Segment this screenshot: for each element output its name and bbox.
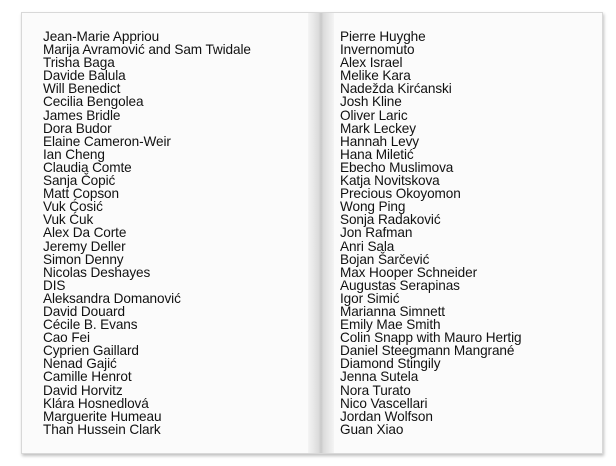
artist-name: Hana Miletić (340, 146, 414, 162)
artist-name: Vuk Ćosić (43, 199, 103, 215)
left-page (43, 30, 251, 436)
artist-name: Cao Fei (43, 330, 90, 346)
artist-name: Augustas Serapinas (340, 277, 460, 293)
artist-name: Cécile B. Evans (43, 317, 138, 333)
artist-name: Wong Ping (340, 199, 406, 215)
artist-name: Cyprien Gaillard (43, 343, 139, 359)
artist-name: Emily Mae Smith (340, 317, 441, 333)
artist-name: Nenad Gajić (43, 356, 117, 372)
artist-name: Simon Denny (43, 251, 124, 267)
artist-name: Vuk Ćuk (43, 212, 94, 228)
book-gutter (308, 13, 334, 453)
artist-name: Jon Rafman (340, 225, 413, 241)
artist-name: Davide Balula (43, 68, 126, 84)
artist-name: Precious Okoyomon (340, 186, 461, 202)
artist-name: Elaine Cameron-Weir (43, 133, 171, 149)
artist-name: Igor Simić (340, 290, 400, 306)
artist-name: Mark Leckey (340, 120, 416, 136)
artist-name: David Horvitz (43, 382, 123, 398)
artist-name: Nicolas Deshayes (43, 264, 151, 280)
artist-name: Jean-Marie Appriou (43, 29, 160, 44)
artist-name: Melike Kara (340, 68, 411, 84)
artist-name: Jeremy Deller (43, 238, 126, 254)
artist-name: Will Benedict (43, 81, 121, 97)
artist-name: Pierre Huyghe (340, 29, 426, 44)
artist-name: Katja Novitskova (340, 173, 440, 189)
open-book (21, 12, 603, 454)
artist-name: Colin Snapp with Mauro Hertig (340, 330, 522, 346)
artist-name: Jordan Wolfson (340, 408, 433, 424)
artist-name: James Bridle (43, 107, 121, 123)
artist-list-left (43, 30, 251, 436)
artist-name: Cecilia Bengolea (43, 94, 144, 110)
artist-name: Invernomuto (340, 42, 415, 58)
artist-list-right (340, 30, 521, 436)
artist-name: Than Hussein Clark (43, 421, 161, 437)
artist-name: Marguerite Humeau (43, 408, 162, 424)
artist-name: Daniel Steegmann Mangrané (340, 343, 515, 359)
artist-name: Oliver Laric (340, 107, 408, 123)
artist-name: Aleksandra Domanović (43, 290, 181, 306)
artist-name: Claudia Comte (43, 159, 132, 175)
artist-name: Josh Kline (340, 94, 402, 110)
artist-name: Marianna Simnett (340, 303, 445, 319)
artist-name: Matt Copson (43, 186, 119, 202)
artist-name: Jenna Sutela (340, 369, 419, 385)
artist-name: Marija Avramović and Sam Twidale (43, 42, 251, 58)
artist-name: Max Hooper Schneider (340, 264, 478, 280)
artist-name: Bojan Šarčević (340, 251, 430, 267)
artist-name: Hannah Levy (340, 133, 420, 149)
right-page (340, 30, 521, 436)
artist-name: Anri Sala (340, 238, 395, 254)
artist-name: Nico Vascellari (340, 395, 428, 411)
artist-name: Nora Turato (340, 382, 411, 398)
artist-name: Camille Henrot (43, 369, 132, 385)
artist-name: Ebecho Muslimova (340, 159, 454, 175)
artist-name: David Douard (43, 303, 125, 319)
artist-name: Ian Cheng (43, 146, 105, 162)
artist-name: Klára Hosnedlová (43, 395, 149, 411)
artist-name: Nadežda Kirćanski (340, 81, 452, 97)
artist-name: Trisha Baga (43, 55, 115, 71)
artist-name: Guan Xiao (340, 421, 404, 437)
artist-name: Dora Budor (43, 120, 112, 136)
artist-name: DIS (43, 277, 66, 293)
artist-name: Diamond Stingily (340, 356, 441, 372)
artist-name: Alex Israel (340, 55, 403, 71)
artist-name: Alex Da Corte (43, 225, 127, 241)
artist-name: Sonja Radaković (340, 212, 441, 228)
artist-name: Sanja Čopić (43, 173, 116, 189)
